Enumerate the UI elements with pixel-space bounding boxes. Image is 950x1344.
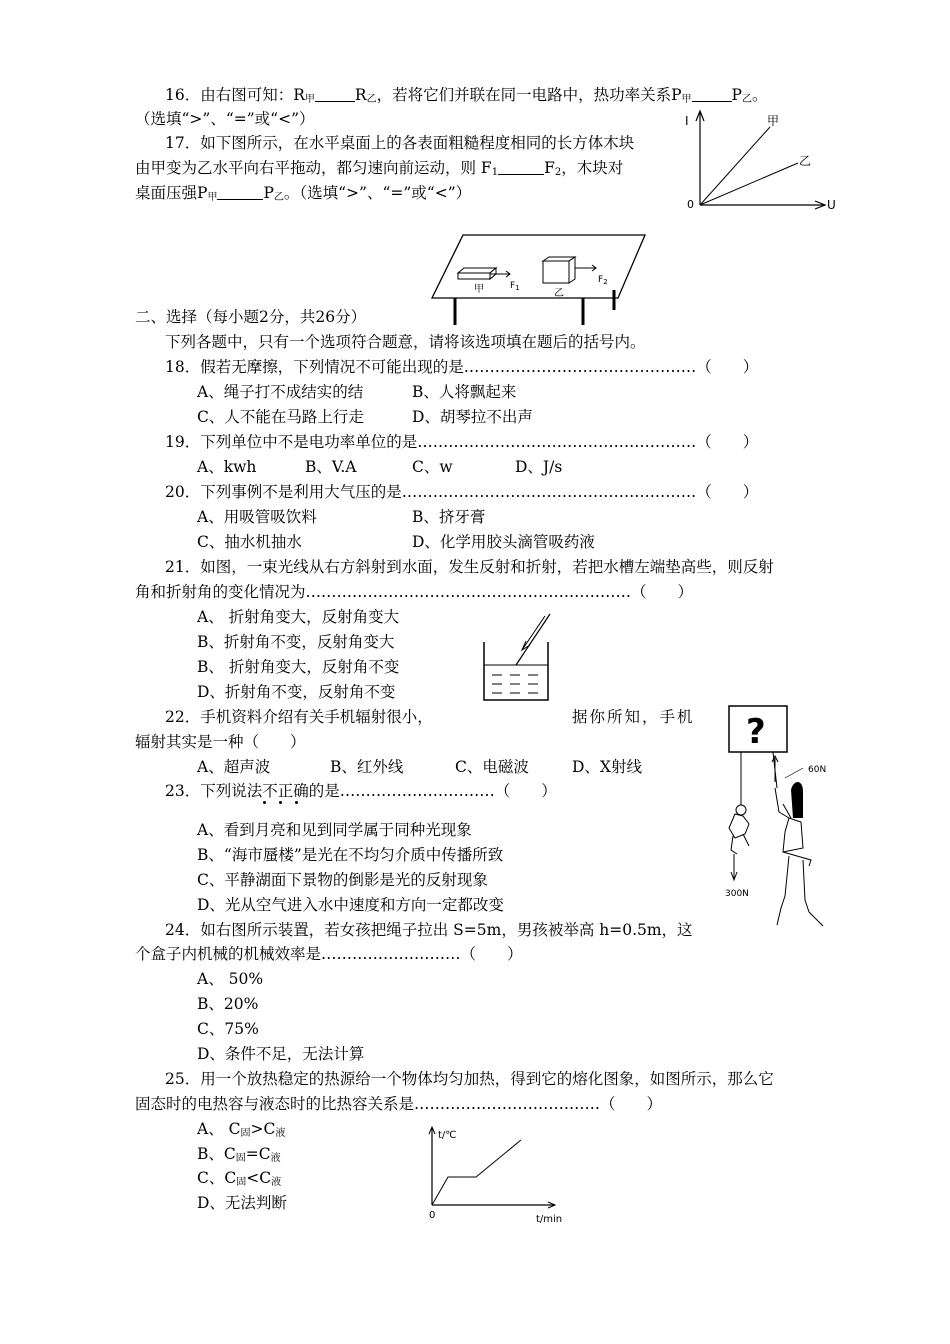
force-300n-label: 300N (725, 889, 749, 899)
q19-option-c[interactable]: C、w (412, 458, 453, 476)
q24-option-c[interactable]: C、75% (197, 1020, 259, 1038)
block-yi-label: 乙 (554, 288, 564, 299)
water-tank-figure (478, 612, 558, 704)
q21-option-a[interactable]: A、 折射角变大，反射角变大 (197, 608, 400, 626)
box-question-mark: ? (746, 712, 766, 752)
melt-x-label: t/min (536, 1214, 563, 1225)
q20-option-d[interactable]: D、化学用胶头滴管吸药液 (412, 533, 595, 551)
q21-option-d[interactable]: D、折射角不变，反射角不变 (197, 683, 396, 701)
q19-option-a[interactable]: A、kwh (197, 458, 257, 476)
iu-line-yi: 乙 (799, 154, 812, 168)
q18-option-d[interactable]: D、胡琴拉不出声 (412, 408, 533, 426)
q23-option-d[interactable]: D、光从空气进入水中速度和方向一定都改变 (197, 896, 504, 914)
q16-hint: （选填“>”、“=”或“<”） (135, 110, 315, 128)
q21-line2: 角和折射角的变化情况为………………………………………………………（ ） (135, 583, 694, 601)
q24-option-b[interactable]: B、20% (197, 995, 259, 1013)
q20-option-c[interactable]: C、抽水机抽水 (197, 533, 302, 551)
section2-intro: 下列各题中，只有一个选项符合题意，请将该选项填在题后的括号内。 (165, 333, 646, 351)
q24-line2: 个盒子内机械的机械效率是………………………（ ） (135, 945, 523, 963)
q22-option-a[interactable]: A、超声波 (197, 758, 271, 776)
melt-y-label: t/℃ (438, 1130, 457, 1141)
force-f1-label: $F_1$ (510, 281, 520, 292)
q23-stem: 23．下列说法不正确的是…………………………（ ） (165, 782, 557, 800)
q22-line1a: 22．手机资料介绍有关手机辐射很小， (165, 708, 433, 726)
iu-y-label: I (685, 114, 689, 128)
q18-stem: 18．假若无摩擦，下列情况不可能出现的是………………………………………（ ） (165, 358, 759, 376)
force-f2-label: $F_2$ (598, 275, 608, 286)
q22-line1b: 据你所知，手机 (572, 708, 695, 726)
iu-x-label: U (827, 198, 836, 212)
q19-stem: 19．下列单位中不是电功率单位的是………………………………………………（ ） (165, 433, 759, 451)
q21-line1: 21．如图，一束光线从右方斜射到水面，发生反射和折射，若把水槽左端垫高些，则反射 (165, 558, 774, 576)
table-figure (428, 228, 650, 328)
q22-option-c[interactable]: C、电磁波 (455, 758, 529, 776)
iu-graph (675, 105, 845, 220)
q17-blank-p[interactable] (217, 185, 263, 200)
q22-option-d[interactable]: D、X射线 (572, 758, 642, 776)
q24-option-d[interactable]: D、条件不足，无法计算 (197, 1045, 365, 1063)
q20-option-a[interactable]: A、用吸管吸饮料 (197, 508, 317, 526)
q23-option-c[interactable]: C、平静湖面下景物的倒影是光的反射现象 (197, 871, 488, 889)
q17-line3: 桌面压强$P_甲$ $P_乙$。（选填“>”、“=”或“<”） (135, 184, 472, 203)
q25-line1: 25．用一个放热稳定的热源给一个物体均匀加热，得到它的熔化图象，如图所示，那么它 (165, 1070, 774, 1088)
force-60n-label: 60N (808, 765, 827, 775)
q23-option-b[interactable]: B、“海市蜃楼”是光在不均匀介质中传播所致 (197, 846, 504, 864)
q20-stem: 20．下列事例不是利用大气压的是…………………………………………………（ ） (165, 483, 759, 501)
q25-line2: 固态时的电热容与液态时的比热容关系是………………………………（ ） (135, 1095, 663, 1113)
iu-line-jia: 甲 (767, 114, 780, 128)
melt-origin: 0 (429, 1210, 436, 1221)
q23-emphasis-dots (257, 801, 305, 807)
block-jia-label: 甲 (474, 284, 484, 295)
q25-option-a[interactable]: A、 $C_固>C_液$ (197, 1120, 286, 1139)
q18-option-c[interactable]: C、人不能在马路上行走 (197, 408, 364, 426)
q16-blank-p[interactable] (692, 87, 732, 102)
q18-option-a[interactable]: A、绳子打不成结实的结 (197, 383, 364, 401)
q20-option-b[interactable]: B、挤牙膏 (412, 508, 486, 526)
q21-option-c[interactable]: B、 折射角变大，反射角不变 (197, 658, 400, 676)
q17-line1: 17．如下图所示，在水平桌面上的各表面粗糙程度相同的长方体木块 (165, 134, 635, 152)
q23-option-a[interactable]: A、看到月亮和见到同学属于同种光现象 (197, 821, 472, 839)
iu-origin: 0 (687, 198, 694, 211)
q25-option-d[interactable]: D、无法判断 (197, 1194, 287, 1212)
q18-option-b[interactable]: B、人将飘起来 (412, 383, 517, 401)
q24-line1: 24．如右图所示装置，若女孩把绳子拉出 S=5m，男孩被举高 h=0.5m，这 (165, 921, 693, 939)
q25-option-b[interactable]: B、$C_固=C_液$ (197, 1145, 281, 1164)
section2-title: 二、选择（每小题2分，共26分） (135, 308, 367, 326)
q17-line2: 由甲变为乙水平向右平拖动，都匀速向前运动，则 $F_1$ $F_2$，木块对 (135, 159, 624, 178)
q17-blank-f[interactable] (498, 160, 544, 175)
q19-option-d[interactable]: D、J/s (515, 458, 563, 476)
q16-line1: 16．由右图可知：$R_甲$ $R_乙$，若将它们并联在同一电路中，热功率关系$P_甲$ $P_乙$。 (165, 86, 768, 105)
q22-line2: 辐射其实是一种（ ） (135, 733, 306, 751)
q21-option-b[interactable]: B、折射角不变，反射角变大 (197, 633, 395, 651)
q25-option-c[interactable]: C、$C_固<C_液$ (197, 1169, 282, 1188)
melting-graph (420, 1122, 570, 1227)
q24-option-a[interactable]: A、 50% (197, 970, 264, 988)
q22-option-b[interactable]: B、红外线 (330, 758, 404, 776)
q19-option-b[interactable]: B、V.A (305, 458, 357, 476)
pulley-box-figure (705, 700, 835, 935)
q16-blank-r[interactable] (315, 87, 355, 102)
